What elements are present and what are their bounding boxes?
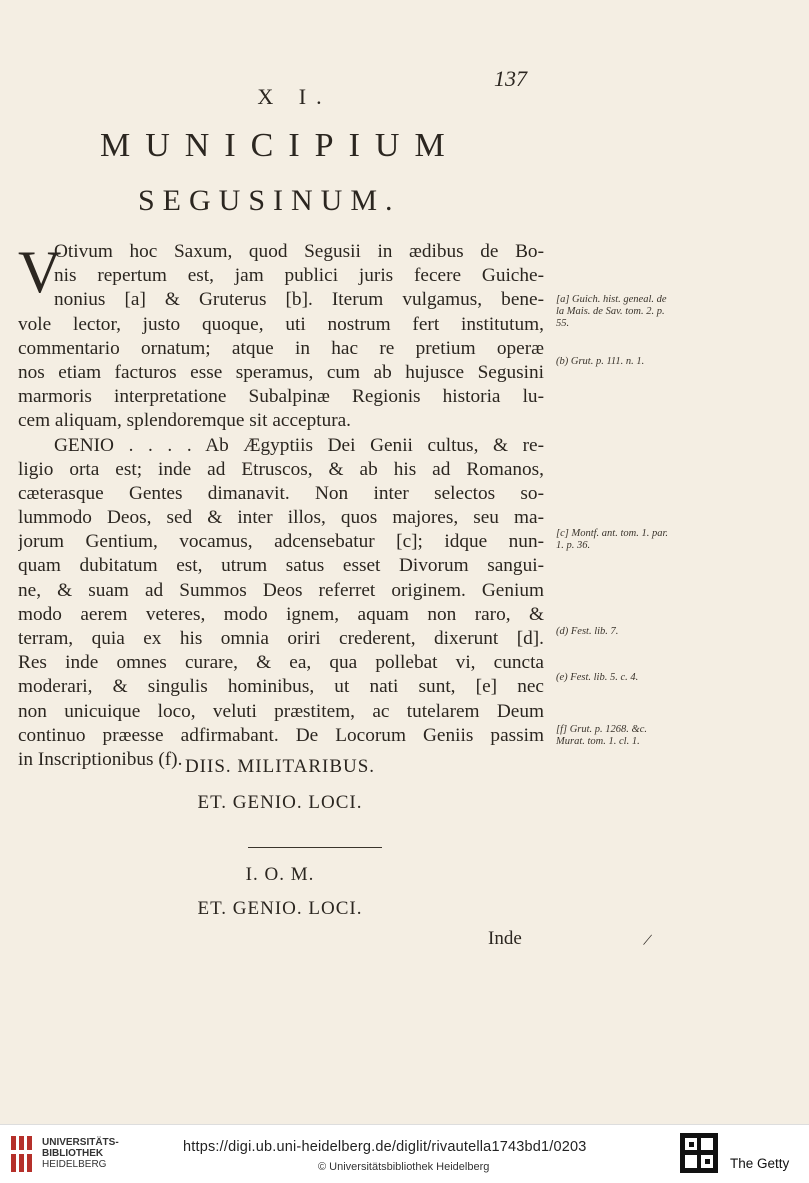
body-line: continuo præesse adfirmabant. De Locorum Geniis passim — [18, 724, 544, 746]
body-line: GENIO . . . . Ab Ægyptiis Dei Genii cultus, & re- — [54, 434, 544, 456]
body-line: ne, & suam ad Summos Deos referret originem. Genium — [18, 579, 544, 601]
footnote-f: [f] Grut. p. 1268. &c. Murat. tom. 1. cl. 1. — [556, 724, 648, 747]
library-name: UNIVERSITÄTS- BIBLIOTHEK HEIDELBERG — [42, 1137, 119, 1170]
getty-logo-icon[interactable] — [680, 1133, 718, 1173]
body-line: quam dubitatum est, utrum satus esset Divorum sangui- — [18, 555, 544, 577]
body-line: terram, quia ex his omnia oriri crederent, dixerunt [d]. — [18, 628, 544, 649]
viewer-footer — [0, 1124, 809, 1183]
body-line: cem aliquam, splendoremque sit acceptura. — [18, 410, 352, 432]
drop-cap: V — [18, 239, 62, 305]
footnote-c: [c] Montf. ant. tom. 1. par. 1. p. 36. — [556, 528, 669, 551]
body-line: ligio orta est; inde ad Etruscos, & ab his ad Romanos, — [18, 458, 544, 480]
partner-name: The Getty — [730, 1156, 790, 1171]
divider — [248, 847, 382, 848]
permalink-url[interactable]: https://digi.ub.uni-heidelberg.de/diglit/rivautella1743bd1/0203 — [183, 1139, 587, 1155]
inscription-line: ET. GENIO. LOCI. — [197, 898, 363, 919]
body-line: non unicuique loco, veluti præstitem, ac tutelarem Deum — [18, 700, 544, 722]
university-library-logo-icon[interactable] — [10, 1134, 36, 1174]
inscription-line: ET. GENIO. LOCI. — [197, 792, 363, 813]
inscription-line: I. O. M. — [245, 864, 315, 885]
body-line: Otivum hoc Saxum, quod Segusii in ædibus de Bo- — [54, 241, 544, 262]
body-text — [18, 240, 544, 772]
body-line: commentario ornatum; atque in hac re pretium operæ — [18, 337, 544, 359]
body-line: Res inde omnes curare, & ea, qua pollebat vi, cuncta — [18, 652, 544, 674]
footnote-e: (e) Fest. lib. 5. c. 4. — [556, 672, 639, 683]
body-line: moderari, & singulis hominibus, ut nati sunt, [e] nec — [18, 676, 544, 698]
body-line: vole lector, justo quoque, uti nostrum fert institutum, — [18, 313, 544, 335]
page-number: 137 — [494, 66, 527, 91]
body-line: cæterasque Gentes dimanavit. Non inter selectos so- — [18, 482, 544, 504]
body-line: in Inscriptionibus (f). — [18, 748, 183, 770]
catchword: Inde — [488, 928, 522, 949]
title-line-2: SEGUSINUM. — [138, 184, 401, 217]
body-line: nis repertum est, jam publici juris fecere Guiche- — [54, 265, 544, 287]
body-line: marmoris interpretatione Subalpinæ Regionis historia lu- — [18, 386, 544, 408]
footnote-b: (b) Grut. p. 111. n. 1. — [556, 356, 645, 367]
body-line: modo aerem veteres, modo ignem, aquam non raro, & — [18, 603, 544, 625]
body-line: jorum Gentium, vocamus, adcensebatur [c]; idque nun- — [18, 531, 544, 553]
body-line: lummodo Deos, sed & inter illos, quos majores, seu ma- — [18, 507, 544, 529]
body-line: nonius [a] & Gruterus [b]. Iterum vulgamus, bene- — [54, 289, 544, 311]
section-number: X I. — [257, 84, 332, 109]
copyright-notice: © Universitätsbibliothek Heidelberg — [318, 1161, 490, 1173]
title-line-1: MUNICIPIUM — [100, 127, 460, 164]
inscription-line: DIIS. MILITARIBUS. — [184, 756, 376, 777]
body-line: nos etiam facturos esse speramus, cum ab hujusce Segusini — [18, 361, 544, 383]
footnote-a: [a] Guich. hist. geneal. de la Mais. de Sav. tom. 2. p. 55. — [556, 294, 667, 329]
ink-mark: | — [641, 932, 654, 947]
footnote-d: (d) Fest. lib. 7. — [556, 626, 619, 637]
